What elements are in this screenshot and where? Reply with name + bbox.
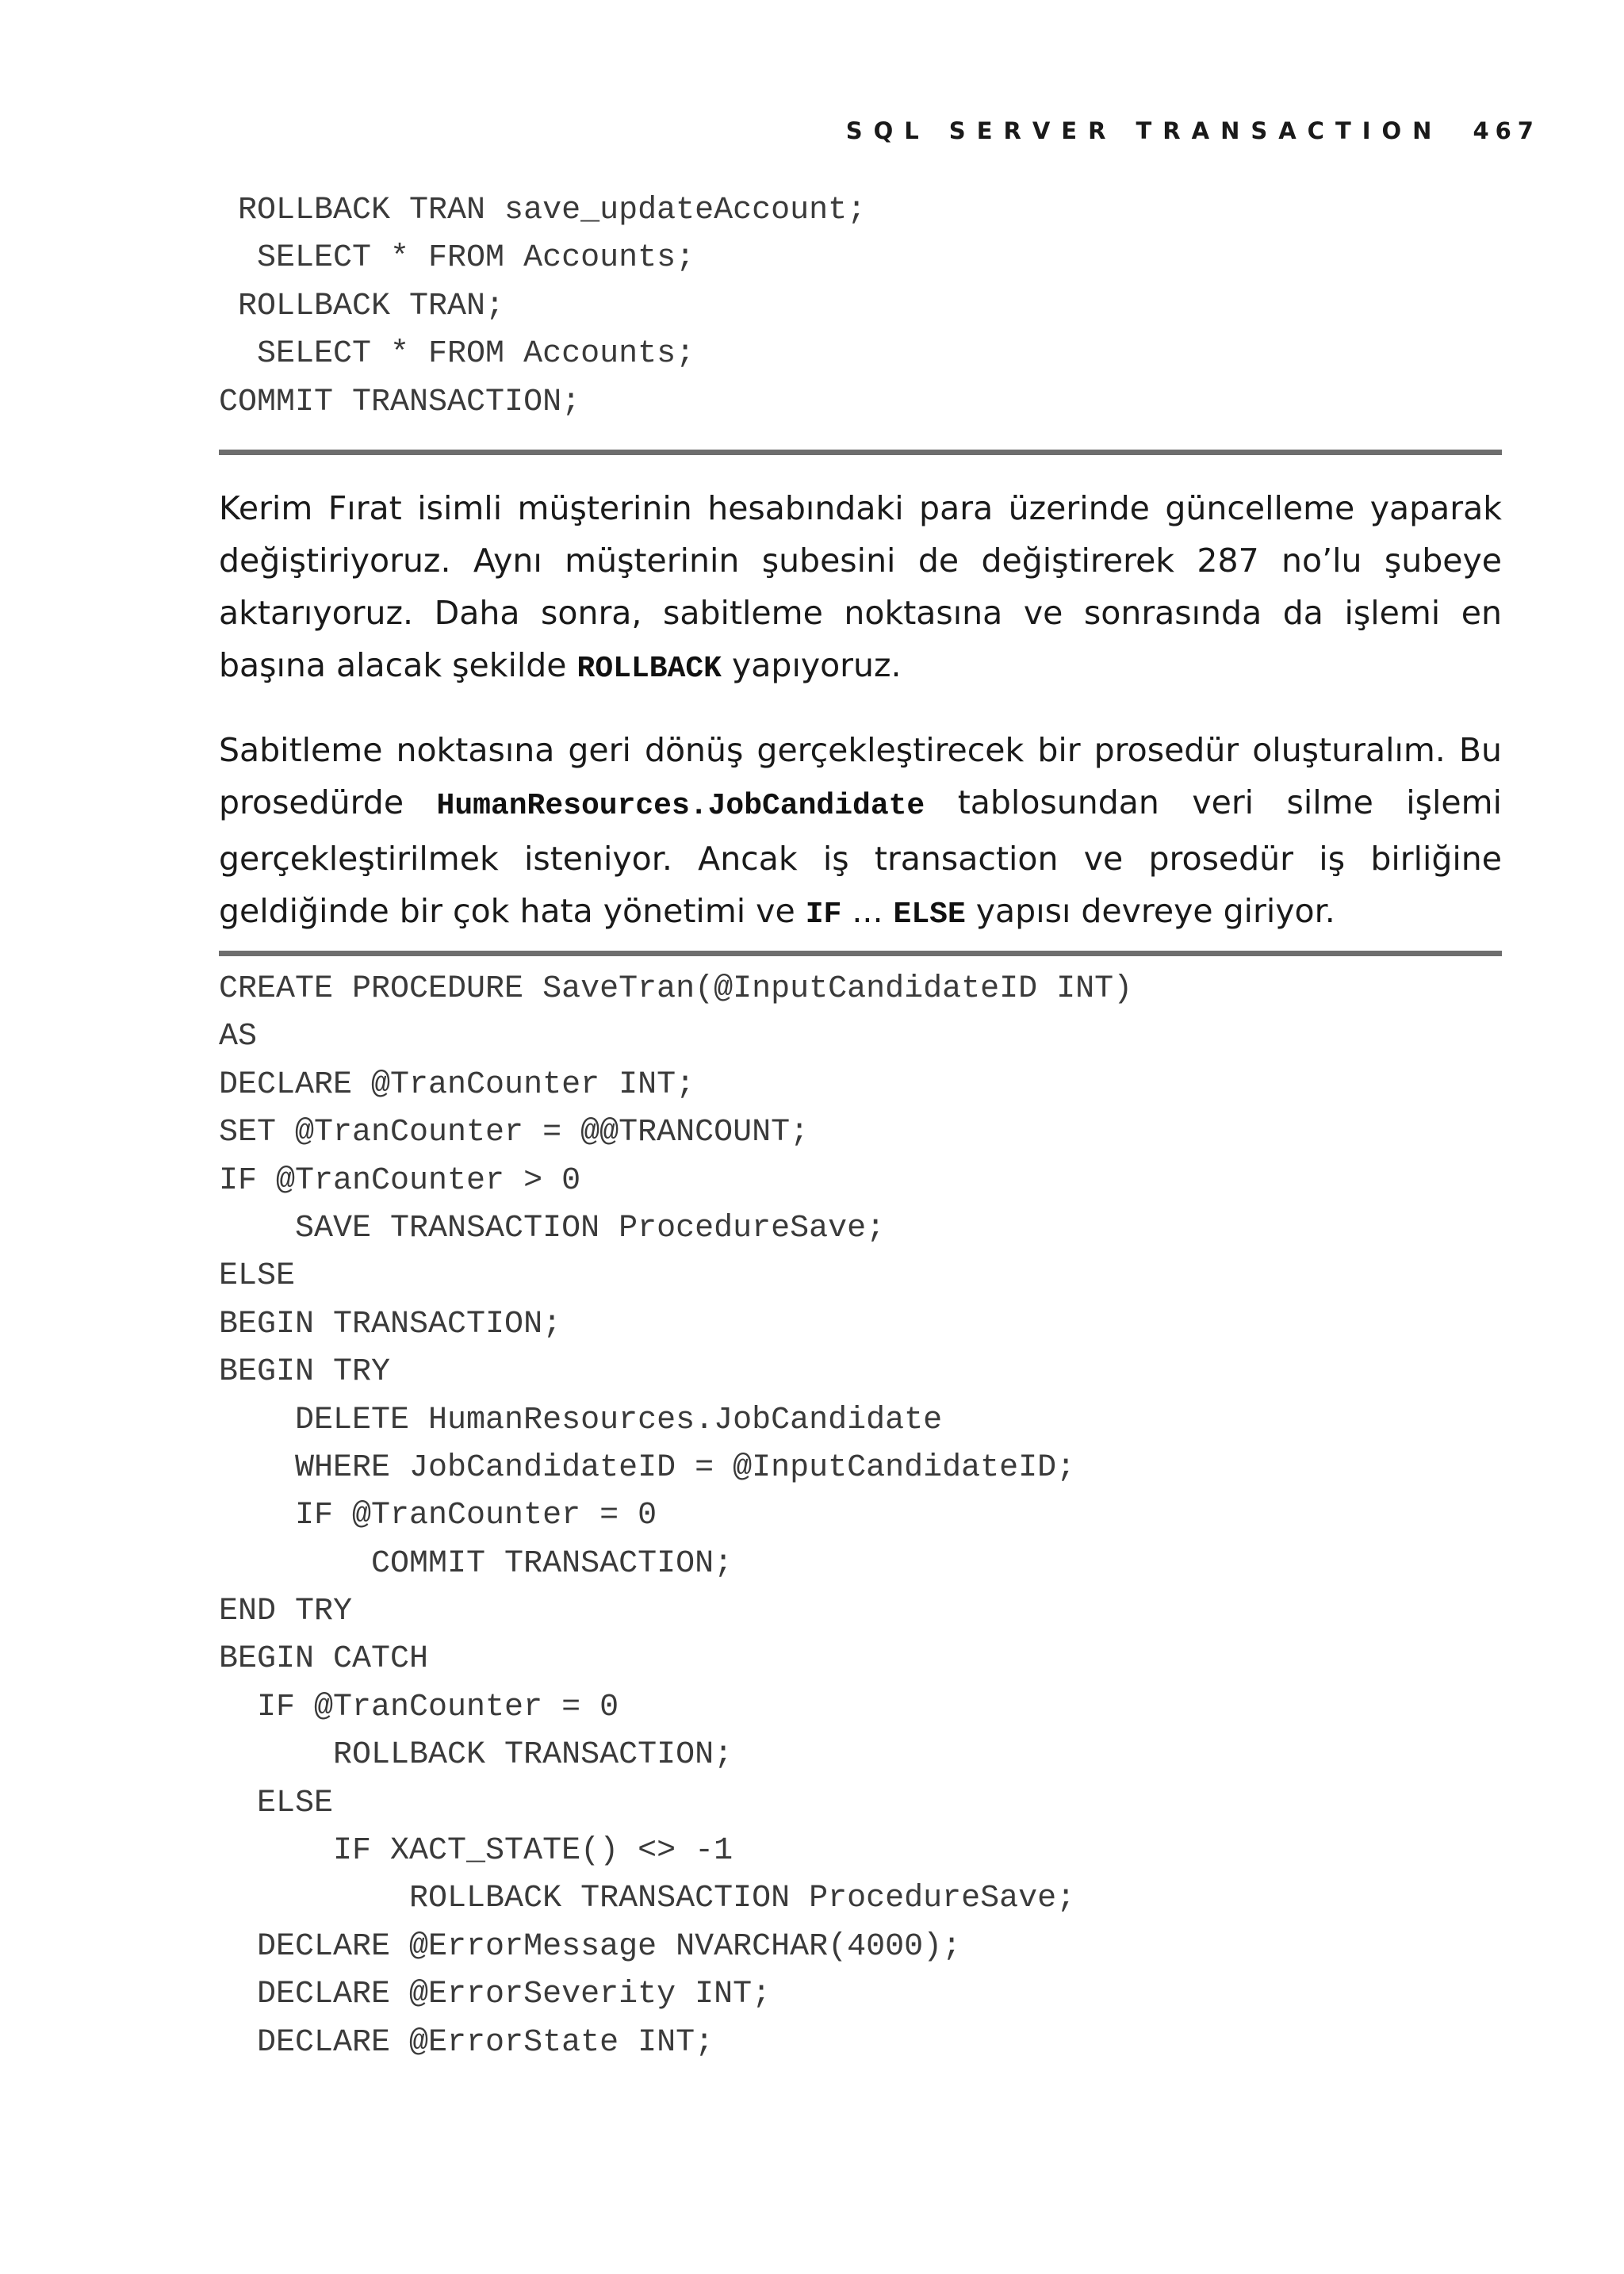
code-line: SAVE TRANSACTION ProcedureSave; — [219, 1210, 886, 1246]
code-line: IF @TranCounter = 0 — [219, 1498, 657, 1534]
code-line: AS — [219, 1019, 258, 1055]
code-divider-top — [219, 450, 1502, 455]
inline-code-rollback: ROLLBACK — [576, 652, 722, 686]
code-block-rollback — [219, 187, 866, 427]
running-header — [0, 117, 1540, 144]
code-line: DECLARE @ErrorMessage NVARCHAR(4000); — [219, 1928, 962, 1965]
code-divider-bottom — [219, 951, 1502, 956]
running-title: SQL SERVER TRANSACTION — [845, 117, 1443, 144]
code-line: BEGIN TRANSACTION; — [219, 1306, 562, 1342]
paragraph-text: yapıyoruz. — [732, 646, 902, 684]
inline-code-else: ELSE — [893, 898, 966, 932]
code-line: SELECT * FROM Accounts; — [219, 240, 695, 277]
code-line: ROLLBACK TRAN; — [219, 288, 505, 324]
code-line: DELETE HumanResources.JobCandidate — [219, 1402, 943, 1438]
inline-code-if: IF — [805, 898, 842, 932]
inline-code-table-name: HumanResources.JobCandidate — [436, 789, 925, 823]
code-line: IF @TranCounter = 0 — [219, 1689, 619, 1725]
code-line: COMMIT TRANSACTION; — [219, 1545, 733, 1582]
paragraph-text: Kerim Fırat isimli müşterinin hesabındaki para üzerinde güncelleme yaparak değiştiriyoruz. Aynı müşterinin şubesini de değiştirerek 287 no’lu şubeye aktarıyoruz. Daha sonra, sabitleme noktasına ve sonrasında da işlemi en başına alacak şekilde — [219, 489, 1502, 684]
code-line: IF @TranCounter > 0 — [219, 1162, 581, 1199]
code-line: SET @TranCounter = @@TRANCOUNT; — [219, 1115, 810, 1151]
paragraph-text: Sabitleme noktasına geri dönüş gerçekleştirecek bir prosedür oluşturalım. Bu prosedürde — [219, 731, 1502, 821]
code-line: IF XACT_STATE() <> -1 — [219, 1833, 733, 1870]
code-line: BEGIN CATCH — [219, 1641, 429, 1678]
ellipsis: ... — [852, 892, 883, 930]
code-line: BEGIN TRY — [219, 1354, 391, 1391]
page-number: 467 — [1473, 117, 1540, 144]
code-line: ROLLBACK TRANSACTION; — [219, 1737, 733, 1774]
paragraph-procedure-intro — [219, 724, 1502, 941]
code-line: END TRY — [219, 1594, 353, 1630]
code-line: WHERE JobCandidateID = @InputCandidateID; — [219, 1449, 1076, 1486]
code-line: ELSE — [219, 1258, 296, 1295]
code-line: CREATE PROCEDURE SaveTran(@InputCandidateID INT) — [219, 971, 1133, 1007]
code-line: ROLLBACK TRANSACTION ProcedureSave; — [219, 1881, 1076, 1917]
code-line: SELECT * FROM Accounts; — [219, 336, 695, 373]
code-line: COMMIT TRANSACTION; — [219, 384, 581, 420]
code-line: DECLARE @ErrorState INT; — [219, 2024, 714, 2061]
paragraph-text: tablosundan veri silme işlemi gerçekleştirilmek isteniyor. Ancak iş transaction ve prosedür iş birliğine geldiğinde bir çok hata yönetimi ve — [219, 783, 1502, 930]
paragraph-text: yapısı devreye giriyor. — [975, 892, 1335, 930]
code-block-savetran-procedure — [219, 966, 1132, 2067]
code-line: DECLARE @ErrorSeverity INT; — [219, 1977, 772, 2013]
code-line: DECLARE @TranCounter INT; — [219, 1066, 695, 1103]
code-line: ROLLBACK TRAN save_updateAccount; — [219, 193, 867, 228]
code-line: ELSE — [219, 1785, 334, 1821]
paragraph-rollback-explanation — [219, 482, 1502, 695]
